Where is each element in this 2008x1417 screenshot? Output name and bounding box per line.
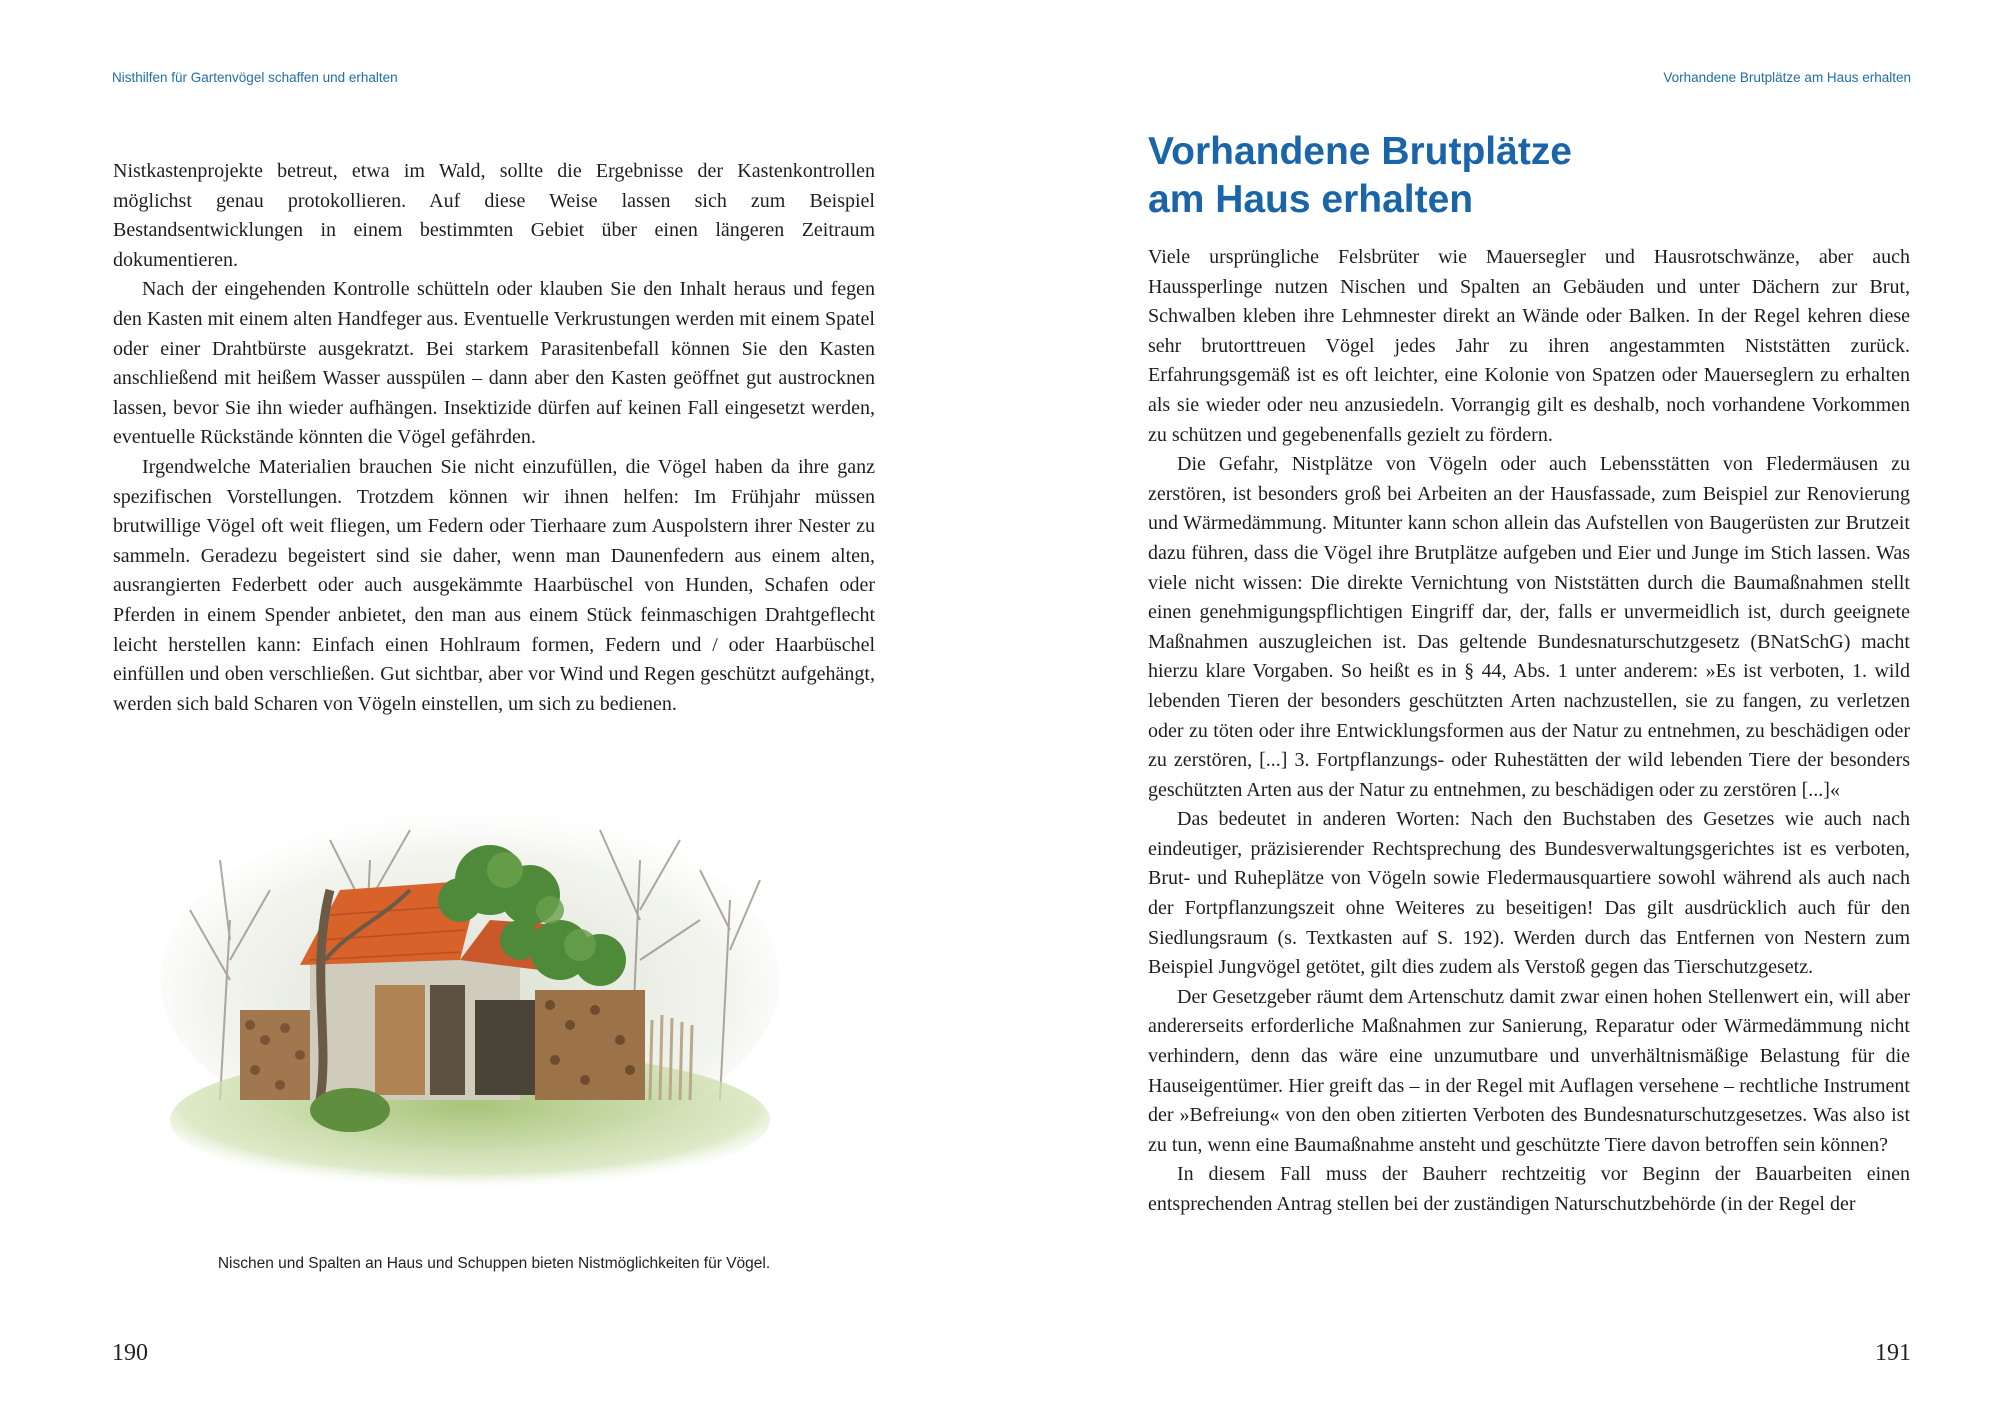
- figure-caption: Nischen und Spalten an Haus und Schuppen bieten Nistmöglichkeiten für Vögel.: [217, 1255, 771, 1272]
- left-body-text: [113, 157, 875, 719]
- paragraph: Die Gefahr, Nistplätze von Vögeln oder auch Lebensstätten von Fledermäusen zu zerstören, ist besonders groß bei Arbeiten an der Hausfassade, zum Beispiel zur Renovierung und Wärmedämmung. Mitunter kann schon allein das Aufstellen von Baugerüsten zur Brutzeit dazu führen, dass die Vögel ihre Brutplätze aufgeben und Eier und Junge im Stich lassen. Was viele nicht wissen: Die direkte Vernichtung von Niststätten durch die Baumaßnahmen stellt einen genehmigungspflichtigen Eingriff dar, der, falls er unvermeidlich ist, durch geeignete Maßnahmen auszugleichen ist. Das geltende Bundesnaturschutzgesetz (BNatSchG) macht hierzu klare Vorgaben. So heißt es in § 44, Abs. 1 unter anderem: »Es ist verboten, 1. wild lebenden Tieren der besonders geschützten Arten nachzustellen, sie zu fangen, zu verletzen oder zu töten oder ihre Entwicklungsformen aus der Natur zu entnehmen, zu beschädigen oder zu zerstören, [...] 3. Fortpflanzungs- oder Ruhestätten der wild lebenden Tiere der besonders geschützten Arten aus der Natur zu entnehmen, zu beschädigen oder zu zerstören [...]«: [1148, 453, 1910, 801]
- shed-illustration: [160, 800, 780, 1190]
- right-body-text: [1148, 243, 1910, 1220]
- running-head-left: Nisthilfen für Gartenvögel schaffen und erhalten: [112, 70, 398, 85]
- paragraph: Der Gesetzgeber räumt dem Artenschutz damit zwar einen hohen Stellenwert ein, will aber andererseits erforderliche Maßnahmen zur Sanierung, Reparatur oder Wärmedämmung nicht verhindern, denn das wäre eine unzumutbare und unverhältnismäßige Belastung für die Hauseigentümer. Hier greift das – in der Regel mit Auflagen versehene – rechtliche Instrument der »Befreiung« von den oben zitierten Verboten des Bundesnaturschutzgesetzes. Was also ist zu tun, wenn eine Baumaßnahme ansteht und geschützte Tiere davon betroffen sein können?: [1148, 985, 1910, 1156]
- paragraph: Das bedeutet in anderen Worten: Nach den Buchstaben des Gesetzes wie auch nach eindeutiger, präzisierender Rechtsprechung des Bundesverwaltungsgerichtes ist es verboten, Brut- und Ruheplätze von Vögeln sowie Fledermausquartiere sowohl während als auch nach der Fortpflanzungszeit ohne Weiteres zu beseitigen! Das gilt ausdrücklich auch für den Siedlungsraum (s. Textkasten auf S. 192). Werden durch das Entfernen von Nestern zum Beispiel Jungvögel getötet, gilt dies zudem als Verstoß gegen das Tierschutzgesetz.: [1148, 808, 1910, 979]
- heading-line-1: Vorhandene Brutplätze: [1148, 130, 1572, 173]
- running-head-right: Vorhandene Brutplätze am Haus erhalten: [1663, 70, 1911, 85]
- paragraph: In diesem Fall muss der Bauherr rechtzeitig vor Beginn der Bauarbeiten einen entsprechenden Antrag stellen bei der zuständigen Naturschutzbehörde (in der Regel der: [1148, 1163, 1910, 1215]
- right-page: [1004, 0, 2008, 1417]
- shed-watercolor-image: [160, 800, 780, 1190]
- page-number-left: 190: [112, 1340, 148, 1366]
- paragraph: Irgendwelche Materialien brauchen Sie nicht einzufüllen, die Vögel haben da ihre ganz spezifischen Vorstellungen. Trotzdem können wir ihnen helfen: Im Frühjahr müssen brutwillige Vögel oft weit fliegen, um Federn oder Tierhaare zum Auspolstern ihrer Nester zu sammeln. Geradezu begeistert sind sie daher, wenn man Daunenfedern aus einem alten, ausrangierten Federbett oder auch ausgekämmte Haarbüschel von Hunden, Schafen oder Pferden in einem Spender anbietet, den man aus einem Stück feinmaschigen Drahtgeflecht leicht herstellen kann: Einfach einen Hohlraum formen, Federn und / oder Haarbüschel einfüllen und oben verschließen. Gut sichtbar, aber vor Wind und Regen geschützt aufgehängt, werden sich bald Scharen von Vögeln einstellen, um sich zu bedienen.: [113, 455, 875, 715]
- paragraph: Nistkastenprojekte betreut, etwa im Wald, sollte die Ergebnisse der Kastenkontrollen möglichst genau protokollieren. Auf diese Weise lassen sich zum Beispiel Bestandsentwicklungen in einem bestimmten Gebiet über einen längeren Zeitraum dokumentieren.: [113, 160, 875, 271]
- heading-line-2: am Haus erhalten: [1148, 178, 1474, 221]
- section-heading: [1148, 128, 1848, 224]
- paragraph: Viele ursprüngliche Felsbrüter wie Mauersegler und Hausrotschwänze, aber auch Haussperlinge nutzen Nischen und Spalten an Gebäuden und unter Dächern zur Brut, Schwalben kleben ihre Lehmnester direkt an Wände oder Balken. In der Regel kehren diese sehr brutorttreuen Vögel jedes Jahr zu ihren angestammten Niststätten zurück. Erfahrungsgemäß ist es oft leichter, eine Kolonie von Spatzen oder Mauerseglern zu erhalten als sie wieder oder neu anzusiedeln. Vorrangig gilt es deshalb, noch vorhandene Vorkommen zu schützen und gegebenenfalls gezielt zu fördern.: [1148, 246, 1910, 446]
- page-number-right: 191: [1875, 1340, 1911, 1366]
- paragraph: Nach der eingehenden Kontrolle schütteln oder klauben Sie den Inhalt heraus und fegen den Kasten mit einem alten Handfeger aus. Eventuelle Verkrustungen werden mit einem Spatel oder einer Drahtbürste ausgekratzt. Bei starkem Parasitenbefall können Sie den Kasten anschließend mit heißem Wasser ausspülen – dann aber den Kasten geöffnet gut austrocknen lassen, bevor Sie ihn wieder aufhängen. Insektizide dürfen auf keinen Fall eingesetzt werden, eventuelle Rückstände könnten die Vögel gefährden.: [113, 278, 875, 449]
